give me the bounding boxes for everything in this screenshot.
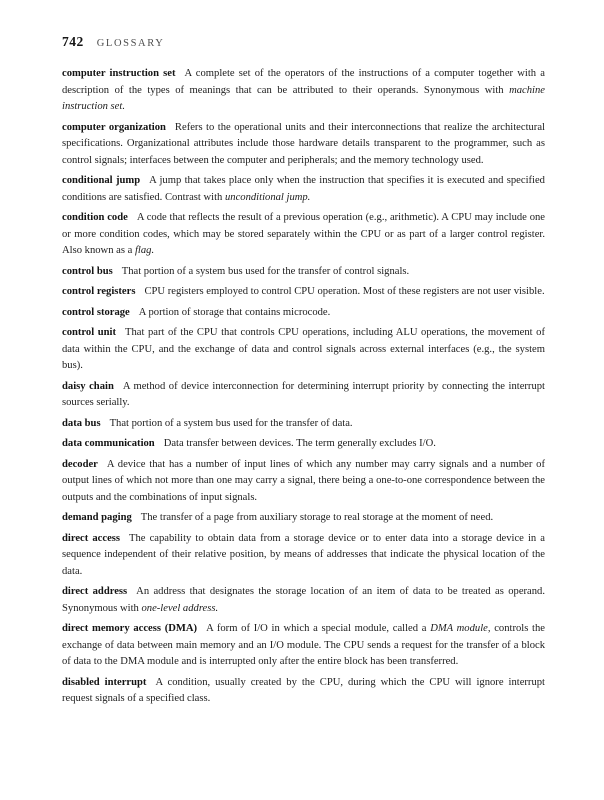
glossary-entries <box>62 66 545 708</box>
glossary-entry <box>62 173 545 206</box>
section-title: GLOSSARY <box>96 38 165 49</box>
entry-term: decoder <box>62 458 98 470</box>
entry-term: computer instruction set <box>62 68 176 79</box>
glossary-entry <box>62 284 545 301</box>
entry-term: direct access <box>62 532 121 544</box>
entry-definition-text: A jump that takes place only when the instruction that specifies it is executed and specified conditions are satisfied. Contrast with <box>62 175 545 203</box>
glossary-entry <box>62 210 545 260</box>
glossary-entry <box>62 264 545 281</box>
entry-definition-text: A code that reflects the result of a previous operation (e.g., arithmetic). A CPU may include one or more condition codes, which may be stored separately within the CPU or as part of a larger control register. Also known as a <box>62 212 545 256</box>
entry-definition-text: That part of the CPU that controls CPU operations, including ALU operations, the movement of data within the CPU, and the exchange of data and control signals across external interfaces (e.g., the system bus). <box>62 327 546 371</box>
glossary-entry <box>62 120 545 170</box>
entry-definition-italic: flag. <box>134 245 155 256</box>
glossary-entry <box>62 325 545 375</box>
glossary-entry <box>62 531 545 581</box>
entry-definition-text: That portion of a system bus used for the transfer of control signals. <box>121 265 410 277</box>
entry-term: disabled interrupt <box>62 676 147 688</box>
entry-definition-italic: unconditional jump. <box>225 191 311 203</box>
glossary-entry <box>62 510 545 527</box>
glossary-entry <box>62 675 545 708</box>
entry-definition-text: A portion of storage that contains microcode. <box>138 306 331 318</box>
entry-term: control storage <box>62 306 130 318</box>
entry-definition-text: That portion of a system bus used for the transfer of data. <box>109 417 353 429</box>
entry-term: data bus <box>62 417 101 429</box>
page-number: 742 <box>62 34 84 49</box>
entry-definition-text: An address that designates the storage location of an item of data to be treated as operand. Synonymous with <box>62 586 545 614</box>
entry-term: data communication <box>62 438 155 449</box>
entry-definition-italic: machine instruction set. <box>62 84 545 112</box>
entry-term: control bus <box>62 265 113 277</box>
entry-definition-text: Data transfer between devices. The term generally excludes I/O. <box>163 438 436 449</box>
glossary-entry <box>62 305 545 322</box>
entry-definition-text: controls the exchange of data between main memory and an I/O module. The CPU sends a request for the transfer of a block of data to the DMA module and is interrupted only after the entire block has been transferred. <box>62 623 545 667</box>
entry-term: demand paging <box>62 512 132 523</box>
entry-term: control registers <box>62 286 136 297</box>
entry-definition-text: A form of I/O in which a special module, called a <box>206 623 431 634</box>
entry-term: conditional jump <box>62 175 141 186</box>
glossary-entry <box>62 379 545 412</box>
entry-definition-text: The capability to obtain data from a storage device or to enter data into a storage device in a sequence independent of their relative position, by means of addresses that indicate the physical location of the data. <box>62 532 545 577</box>
glossary-entry <box>62 416 545 433</box>
glossary-entry <box>62 436 545 453</box>
entry-definition-italic: one-level address. <box>141 602 219 614</box>
entry-definition-text: CPU registers employed to control CPU operation. Most of these registers are not user visible. <box>144 286 545 297</box>
glossary-entry <box>62 584 545 617</box>
entry-definition-text: A condition, usually created by the CPU, during which the CPU will ignore interrupt request signals of a specified class. <box>62 676 545 704</box>
glossary-entry <box>62 457 545 507</box>
entry-term: computer organization <box>62 121 166 133</box>
page-header <box>62 34 545 50</box>
entry-definition-text: A device that has a number of input lines of which any number may carry signals and a number of output lines of which not more than one may carry a signal, there being a one-to-one correspondence between the outputs and the combinations of input signals. <box>62 458 545 503</box>
entry-term: direct memory access (DMA) <box>62 623 198 634</box>
entry-term: daisy chain <box>62 380 114 392</box>
entry-definition-text: A method of device interconnection for determining interrupt priority by connecting the interrupt sources serially. <box>62 380 545 408</box>
entry-term: direct address <box>62 586 128 597</box>
entry-definition-italic: DMA module, <box>430 623 491 634</box>
entry-term: control unit <box>62 327 116 338</box>
entry-definition-text: Refers to the operational units and their interconnections that realize the architectural specifications. Organizational attributes include those hardware details transparent to the programmer, such as control signals; interfaces between the computer and peripherals; and the memory technology used. <box>62 121 545 166</box>
entry-term: condition code <box>62 212 128 223</box>
glossary-entry <box>62 621 545 671</box>
entry-definition-text: A complete set of the operators of the instructions of a computer together with a description of the types of meanings that can be attributed to their operands. Synonymous with <box>62 68 545 96</box>
entry-definition-text: The transfer of a page from auxiliary storage to real storage at the moment of need. <box>140 512 494 523</box>
glossary-entry <box>62 66 545 116</box>
